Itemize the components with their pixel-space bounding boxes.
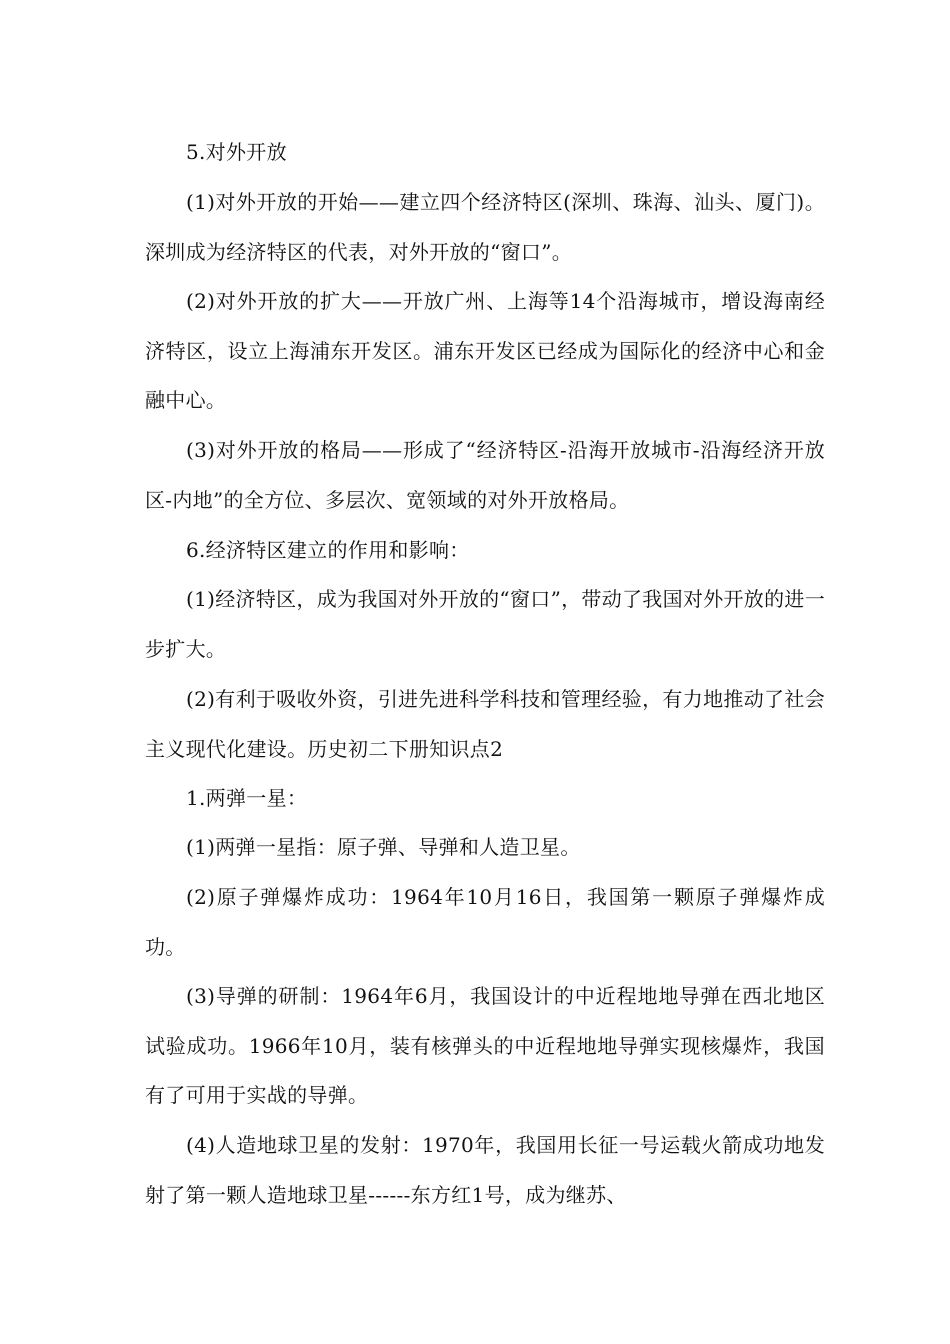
paragraph-atomic-bomb: (2)原子弹爆炸成功：1964年10月16日，我国第一颗原子弹爆炸成功。 bbox=[145, 885, 825, 959]
paragraph-opening-pattern: (3)对外开放的格局——形成了“经济特区-沿海开放城市-沿海经济开放区-内地”的全方位、多层次、宽领域的对外开放格局。 bbox=[145, 438, 825, 512]
paragraph-definition: (1)两弹一星指：原子弹、导弹和人造卫星。 bbox=[186, 835, 581, 859]
paragraph-satellite: (4)人造地球卫星的发射：1970年，我国用长征一号运载火箭成功地发射了第一颗人造地球卫星------东方红1号，成为继苏、 bbox=[145, 1133, 825, 1207]
paragraph-opening-start: (1)对外开放的开始——建立四个经济特区(深圳、珠海、汕头、厦门)。深圳成为经济特区的代表，对外开放的“窗口”。 bbox=[145, 190, 825, 264]
heading-opening-up: 5.对外开放 bbox=[186, 140, 287, 164]
paragraph-sez-investment: (2)有利于吸收外资，引进先进科学科技和管理经验，有力地推动了社会主义现代化建设。历史初二下册知识点2 bbox=[145, 687, 825, 761]
heading-sez-impact: 6.经济特区建立的作用和影响： bbox=[186, 538, 470, 562]
paragraph-sez-window: (1)经济特区，成为我国对外开放的“窗口”，带动了我国对外开放的进一步扩大。 bbox=[145, 587, 825, 661]
paragraph-opening-expand: (2)对外开放的扩大——开放广州、上海等14个沿海城市，增设海南经济特区，设立上海浦东开发区。浦东开发区已经成为国际化的经济中心和金融中心。 bbox=[145, 289, 825, 412]
heading-two-bombs-one-satellite: 1.两弹一星： bbox=[186, 786, 308, 810]
paragraph-missile: (3)导弹的研制：1964年6月，我国设计的中近程地地导弹在西北地区试验成功。1966年10月，装有核弹头的中近程地地导弹实现核爆炸，我国有了可用于实战的导弹。 bbox=[145, 984, 825, 1107]
